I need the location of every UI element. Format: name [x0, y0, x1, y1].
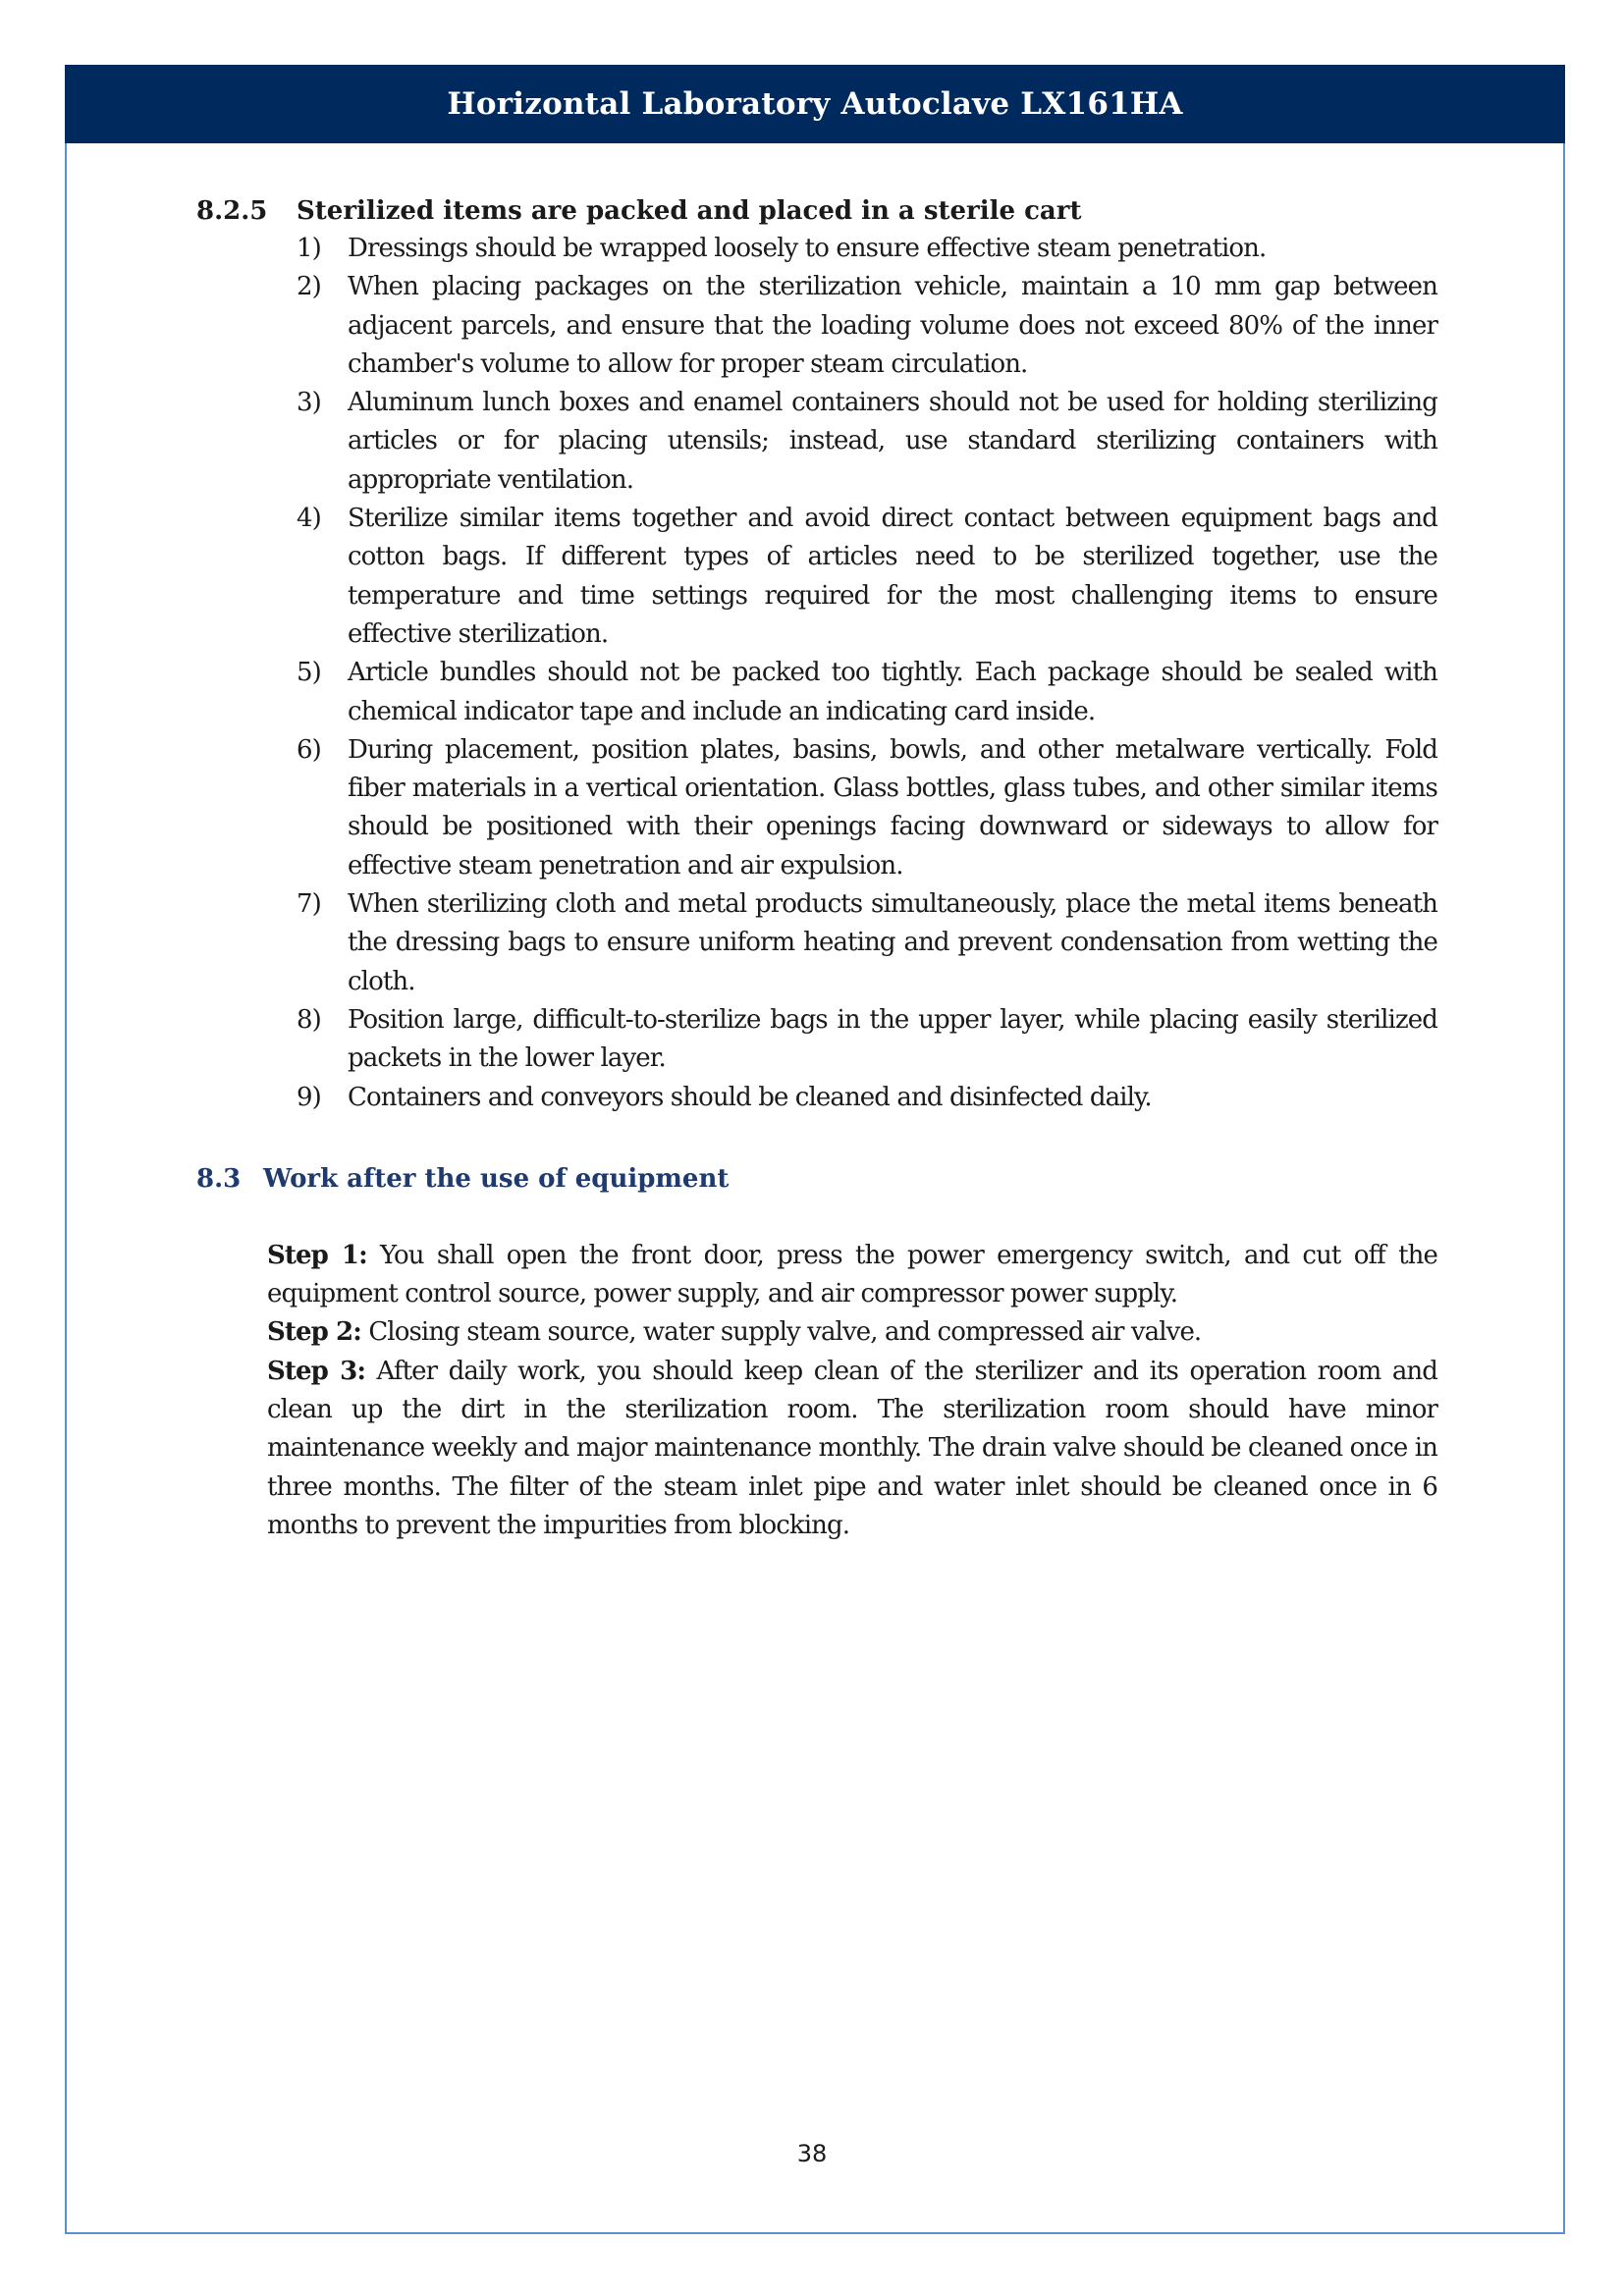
page-number: 38: [796, 2140, 828, 2167]
post-use-steps: [267, 1237, 1437, 1545]
step-label: Step 2:: [267, 1317, 361, 1348]
list-item: [196, 654, 1437, 731]
list-marker: 8): [297, 1004, 321, 1035]
list-item-text: Sterilize similar items together and avoid direct contact between equipment bags and cotton bags. If different types of articles need to be sterilized together, use the temperature and time settings required for the most challenging items to ensure effective sterilization.: [348, 504, 1437, 649]
section-8-2-5: [196, 192, 1437, 1117]
list-marker: 3): [297, 388, 321, 418]
list-marker: 2): [297, 272, 321, 302]
step-text: After daily work, you should keep clean of the sterilizer and its operation room and clean up the dirt in the sterilization room. The sterilization room should have minor maintenance weekly and major maintenance monthly. The drain valve should be cleaned once in three months. The filter of the steam inlet pipe and water inlet should be cleaned once in 6 months to prevent the impurities from blocking.: [267, 1356, 1438, 1540]
step-text: Closing steam source, water supply valve, and compressed air valve.: [360, 1317, 1202, 1348]
list-item: [196, 1079, 1437, 1117]
list-marker: 1): [297, 234, 321, 263]
list-item: [196, 268, 1437, 384]
list-marker: 6): [297, 734, 321, 765]
section-heading: [196, 1160, 1437, 1198]
list-item-text-body: When placing packages on the sterilization vehicle, maintain a 10 mm gap between adjacent parcels, and ensure that the loading volume does not exceed 80% of the inner chamber's volume to allow for proper steam circulation.: [348, 272, 1437, 379]
document-title: Horizontal Laboratory Autoclave LX161HA: [447, 86, 1183, 122]
list-item-text: During placement, position plates, basins, bowls, and other metalware vertically. Fold fiber materials in a vertical orientation. Glass bottles, glass tubes, and other similar items should be positioned with their openings facing downward or sideways to allow for effective steam penetration and air expulsion.: [348, 734, 1437, 881]
list-marker: 7): [297, 889, 321, 920]
step-paragraph: [267, 1353, 1437, 1545]
list-item-text: Dressings should be wrapped loosely to ensure effective steam penetration.: [348, 234, 1267, 263]
step-label: Step 3:: [267, 1356, 366, 1386]
list-item-text: Aluminum lunch boxes and enamel containers should not be used for holding sterilizing articles or for placing utensils; instead, use standard sterilizing containers with appropriate ventilation.: [348, 388, 1437, 495]
page-content: [196, 192, 1437, 1545]
list-item: [196, 384, 1437, 500]
section-8-3: [196, 1160, 1437, 1545]
list-item-text: When sterilizing cloth and metal products simultaneously, place the metal items beneath the dressing bags to ensure uniform heating and prevent condensation from wetting the cloth.: [348, 889, 1437, 996]
document-header: [65, 65, 1565, 143]
list-item: [196, 1001, 1437, 1079]
step-label: Step 1:: [267, 1240, 367, 1270]
section-title: Work after the use of equipment: [263, 1163, 730, 1194]
list-item: [196, 731, 1437, 885]
section-number: 8.3: [196, 1163, 242, 1194]
list-item-text: Article bundles should not be packed too tightly. Each package should be sealed with chemical indicator tape and include an indicating card inside.: [348, 658, 1437, 726]
list-item: [196, 230, 1437, 268]
step-paragraph: [267, 1237, 1437, 1314]
packing-instructions-list: [196, 230, 1437, 1117]
section-number: 8.2.5: [196, 196, 268, 226]
list-marker: 5): [297, 658, 321, 688]
list-item-text: [348, 268, 1437, 384]
list-item-text: Containers and conveyors should be cleaned and disinfected daily.: [348, 1082, 1152, 1112]
section-heading: [196, 192, 1437, 230]
list-marker: 9): [297, 1082, 321, 1112]
step-paragraph: [267, 1313, 1437, 1352]
step-text: You shall open the front door, press the power emergency switch, and cut off the equipment control source, power supply, and air compressor power supply.: [267, 1240, 1437, 1309]
list-item: [196, 885, 1437, 1001]
section-title: Sterilized items are packed and placed in a sterile cart: [297, 196, 1082, 226]
list-item: [196, 500, 1437, 654]
list-item-text: Position large, difficult-to-sterilize bags in the upper layer, while placing easily sterilized packets in the lower layer.: [348, 1004, 1437, 1074]
list-marker: 4): [297, 504, 321, 534]
